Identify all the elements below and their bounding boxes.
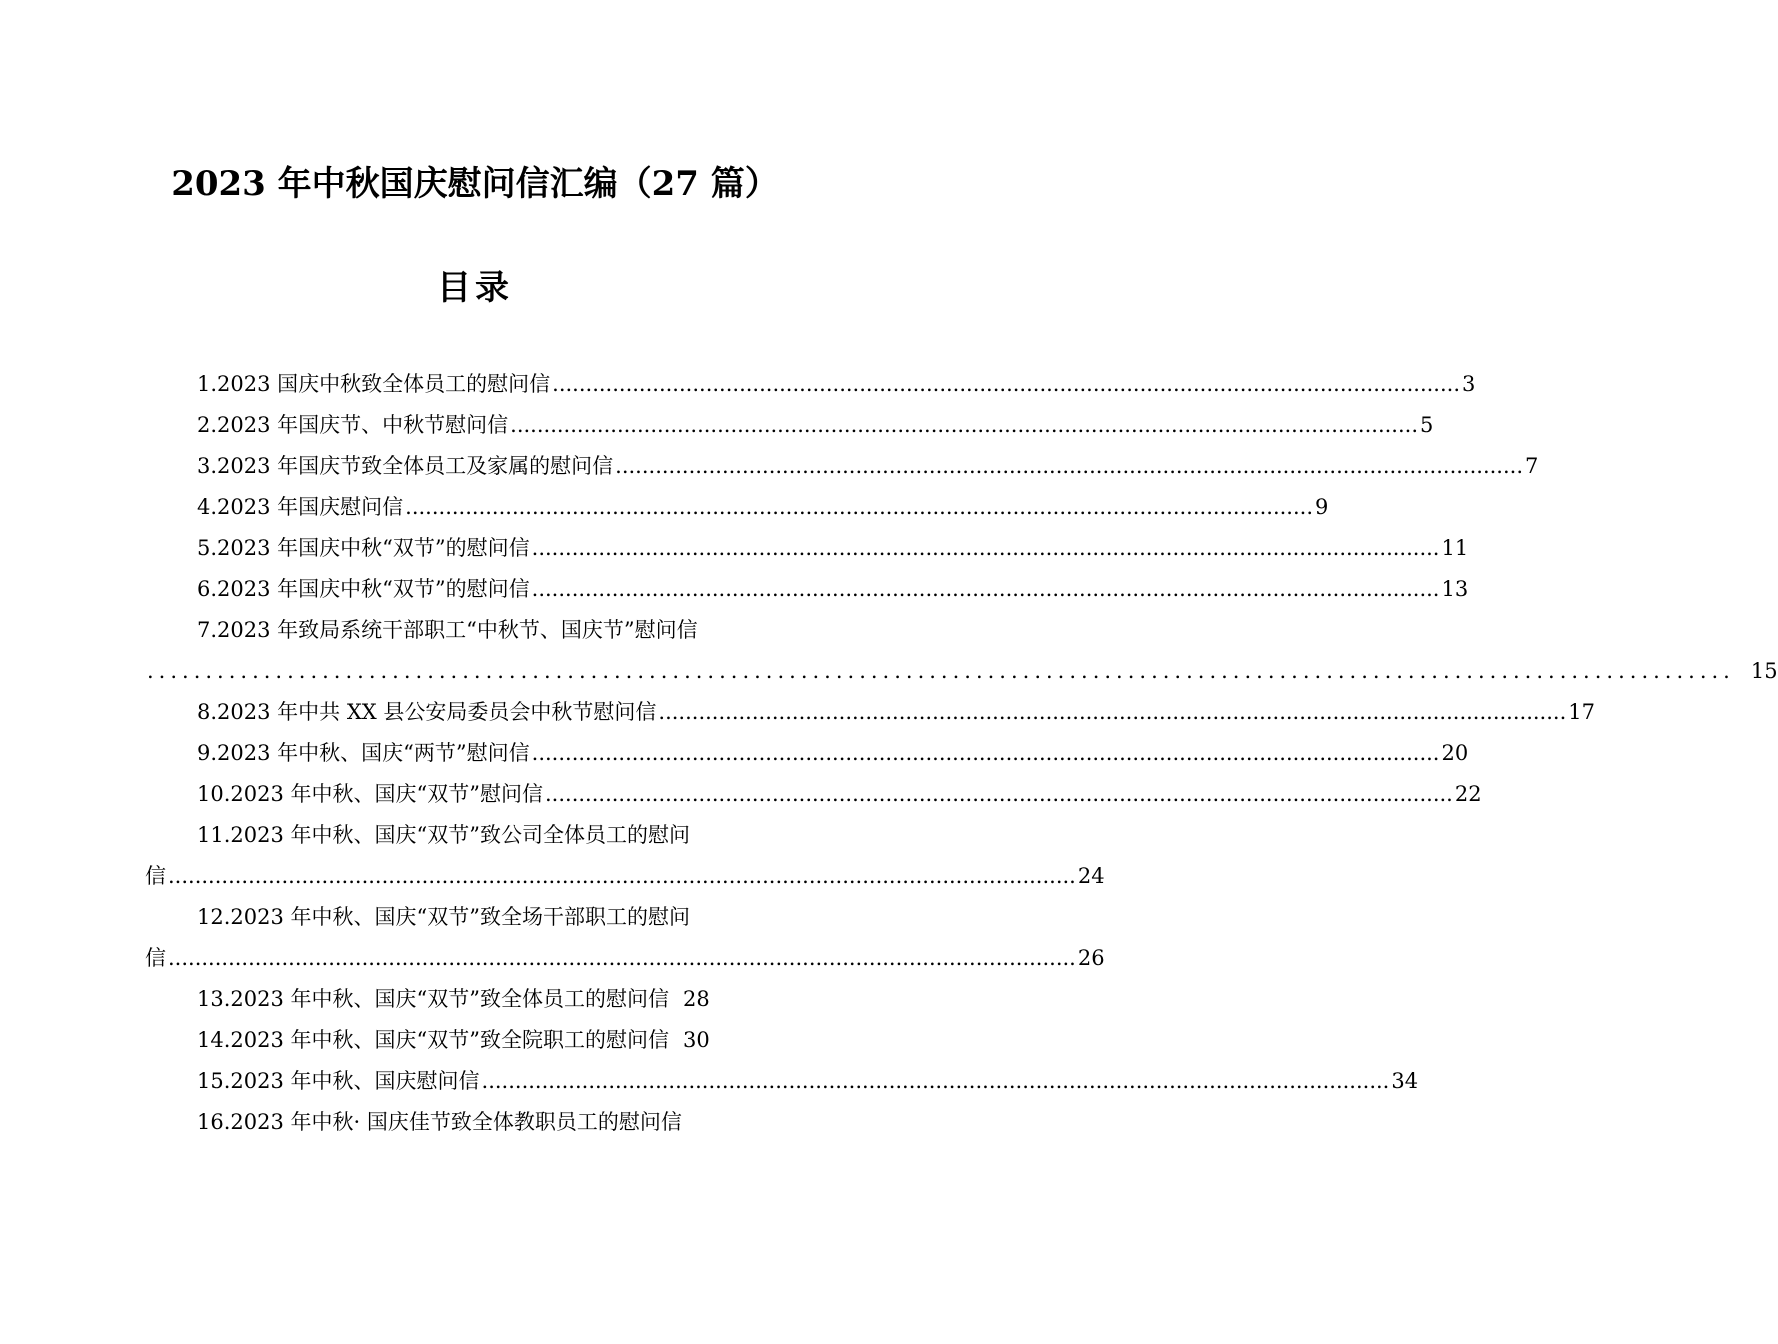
toc-entry[interactable] (145, 446, 1539, 487)
toc-entry[interactable] (145, 364, 1476, 405)
toc-entry-page: 15 (1750, 659, 1778, 683)
toc-entry-title: 16.2023 年中秋· 国庆佳节致全体教职员工的慰问信 (197, 1110, 682, 1134)
dot-leader: ........................................................................................................................................ (481, 1069, 1390, 1093)
toc-entry[interactable] (145, 569, 1469, 610)
toc-entry-page: 3 (1462, 372, 1476, 396)
toc-entry[interactable] (145, 774, 1482, 815)
toc-entry[interactable] (145, 733, 1469, 774)
dot-leader: ........................................................................................................................................ (147, 659, 1735, 683)
dot-leader: ........................................................................................................................................ (552, 372, 1460, 396)
toc-entry[interactable] (145, 897, 807, 938)
toc-heading: 目录 (437, 268, 513, 308)
toc-entry-title-continued: 信 (145, 946, 166, 970)
toc-entry-title: 5.2023 年国庆中秋“双节”的慰问信 (197, 536, 530, 560)
toc-entry-continuation[interactable] (145, 856, 1105, 897)
toc-entry-page: 24 (1077, 864, 1105, 888)
toc-entry[interactable] (145, 1061, 1419, 1102)
toc-entry[interactable] (145, 610, 807, 651)
toc-entry-continuation[interactable] (145, 938, 1105, 979)
dot-leader: ........................................................................................................................................ (531, 536, 1440, 560)
toc-entry-title: 8.2023 年中共 XX 县公安局委员会中秋节慰问信 (197, 700, 657, 724)
dot-leader: ........................................................................................................................................ (615, 454, 1523, 478)
toc-entry[interactable] (145, 815, 807, 856)
dot-leader: ........................................................................................................................................ (531, 577, 1440, 601)
toc-entry-page: 7 (1525, 454, 1539, 478)
toc-entry-page: 34 (1391, 1069, 1419, 1093)
toc-entry-page: 13 (1441, 577, 1469, 601)
toc-entry-page: 30 (683, 1028, 710, 1052)
toc-entry-page: 22 (1454, 782, 1482, 806)
toc-entry-title: 11.2023 年中秋、国庆“双节”致公司全体员工的慰问 (197, 823, 690, 847)
toc-entry-title: 10.2023 年中秋、国庆“双节”慰问信 (197, 782, 543, 806)
toc-entry[interactable] (145, 1102, 807, 1143)
toc-entry-page: 11 (1441, 536, 1469, 560)
toc-entry[interactable] (145, 405, 1434, 446)
toc-entry-title-continued: 信 (145, 864, 166, 888)
toc-entry-page: 9 (1315, 495, 1329, 519)
toc-entry-title: 12.2023 年中秋、国庆“双节”致全场干部职工的慰问 (197, 905, 690, 929)
toc-entry-title: 7.2023 年致局系统干部职工“中秋节、国庆节”慰问信 (197, 618, 698, 642)
toc-entry-page: 5 (1420, 413, 1434, 437)
dot-leader: ........................................................................................................................................ (658, 700, 1567, 724)
toc-entry[interactable] (145, 1020, 807, 1061)
toc-entry-title: 6.2023 年国庆中秋“双节”的慰问信 (197, 577, 530, 601)
toc-entry-page: 28 (683, 987, 710, 1011)
toc-entry-title: 2.2023 年国庆节、中秋节慰问信 (197, 413, 509, 437)
toc-entry-title: 13.2023 年中秋、国庆“双节”致全体员工的慰问信 (197, 987, 669, 1011)
toc-entry-title: 3.2023 年国庆节致全体员工及家属的慰问信 (197, 454, 614, 478)
toc-entry-page: 26 (1077, 946, 1105, 970)
toc-entry-title: 1.2023 国庆中秋致全体员工的慰问信 (197, 372, 551, 396)
dot-leader: ........................................................................................................................................ (168, 864, 1076, 888)
dot-leader: ........................................................................................................................................ (405, 495, 1313, 519)
toc-entry-title: 4.2023 年国庆慰问信 (197, 495, 404, 519)
toc-entry[interactable] (145, 528, 1469, 569)
toc-entry[interactable] (145, 692, 1595, 733)
dot-leader: ........................................................................................................................................ (510, 413, 1418, 437)
toc-entry[interactable] (145, 487, 1329, 528)
toc-entry-title: 9.2023 年中秋、国庆“两节”慰问信 (197, 741, 530, 765)
toc-entry-title: 14.2023 年中秋、国庆“双节”致全院职工的慰问信 (197, 1028, 669, 1052)
dot-leader: ........................................................................................................................................ (545, 782, 1453, 806)
toc-entry-page: 20 (1441, 741, 1469, 765)
toc-entry-title: 15.2023 年中秋、国庆慰问信 (197, 1069, 480, 1093)
dot-leader: ........................................................................................................................................ (168, 946, 1076, 970)
document-title: 2023 年中秋国庆慰问信汇编（27 篇） (171, 164, 779, 204)
toc-entry[interactable] (145, 979, 807, 1020)
toc-entry-continuation[interactable] (145, 651, 1778, 692)
dot-leader: ........................................................................................................................................ (531, 741, 1440, 765)
table-of-contents (145, 364, 1778, 1143)
toc-entry-page: 17 (1568, 700, 1595, 724)
